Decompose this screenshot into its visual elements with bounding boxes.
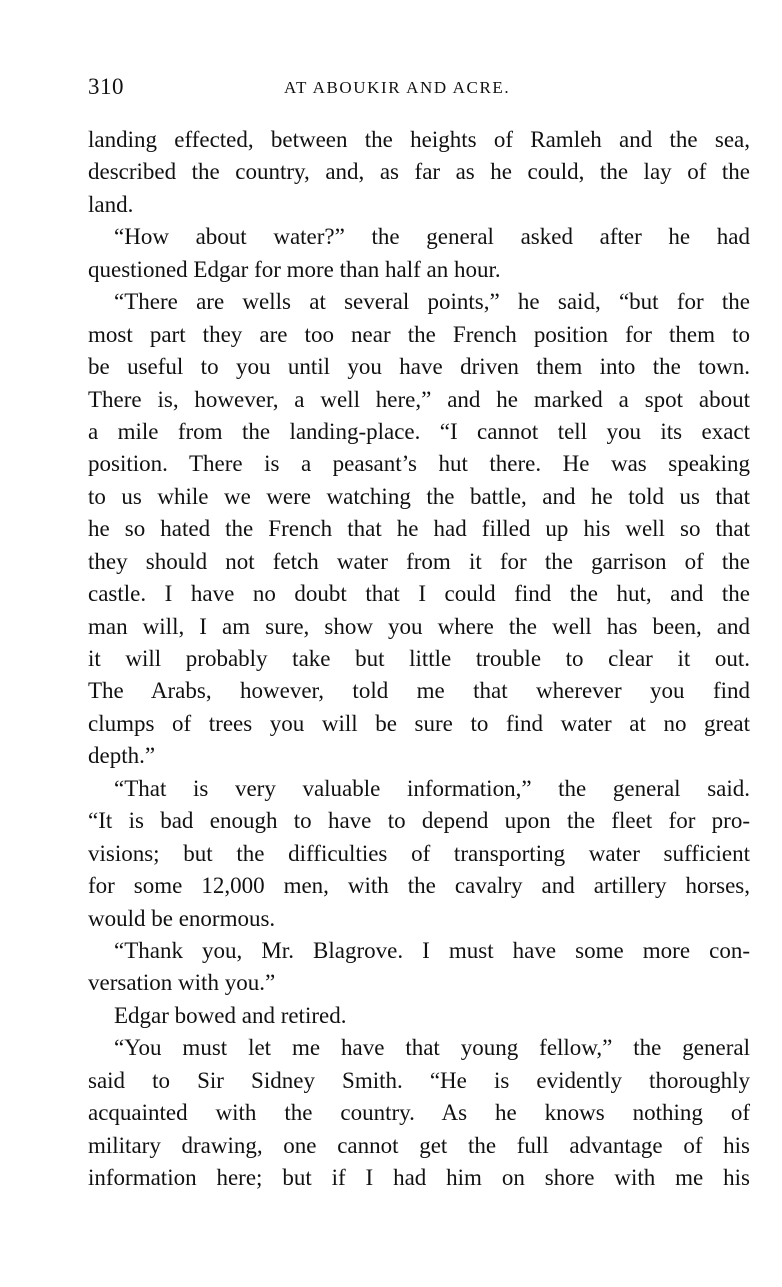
text-line: versation with you.”: [88, 970, 276, 996]
page-number: 310: [88, 74, 124, 99]
text-line: he so hated the French that he had filled up his well so that: [88, 516, 750, 542]
text-line: they should not fetch water from it for the garrison of the: [88, 548, 750, 574]
text-line: a mile from the landing-place. “I cannot tell you its exact: [88, 418, 750, 444]
text-line: information here; but if I had him on shore with me his: [88, 1165, 750, 1190]
text-line: The Arabs, however, told me that wherever you find: [88, 678, 750, 704]
text-line: There is, however, a well here,” and he marked a spot about: [88, 386, 750, 412]
text-line: acquainted with the country. As he knows nothing of: [88, 1100, 750, 1126]
text-line: “You must let me have that young fellow,” the general: [114, 1035, 750, 1061]
text-line: landing effected, between the heights of Ramleh and the sea,: [88, 127, 750, 152]
text-line: “It is bad enough to have to depend upon the fleet for pro-: [88, 808, 750, 834]
text-line: “Thank you, Mr. Blagrove. I must have some more con-: [114, 937, 750, 963]
text-line: questioned Edgar for more than half an hour.: [88, 256, 501, 282]
text-line: it will probably take but little trouble to clear it out.: [88, 646, 750, 671]
text-line: land.: [88, 191, 134, 217]
text-line: said to Sir Sidney Smith. “He is evidently thoroughly: [88, 1067, 750, 1093]
text-line: be useful to you until you have driven them into the town.: [88, 354, 750, 380]
text-line: “There are wells at several points,” he said, “but for the: [114, 289, 750, 315]
body-text: [88, 124, 750, 1194]
text-line: “That is very valuable information,” the general said.: [114, 775, 750, 801]
text-line: most part they are too near the French position for them to: [88, 321, 750, 347]
text-line: would be enormous.: [88, 905, 276, 931]
text-line: castle. I have no doubt that I could find the hut, and the: [88, 581, 750, 607]
text-line: “How about water?” the general asked after he had: [114, 224, 750, 250]
page-header: [88, 74, 750, 106]
text-line: depth.”: [88, 743, 156, 769]
text-line: to us while we were watching the battle, and he told us that: [88, 483, 750, 509]
text-line: clumps of trees you will be sure to find water at no great: [88, 710, 750, 736]
running-head: AT ABOUKIR AND ACRE.: [284, 78, 511, 97]
text-line: visions; but the difficulties of transporting water sufficient: [88, 840, 750, 866]
text-line: described the country, and, as far as he could, the lay of the: [88, 159, 750, 185]
text-line: man will, I am sure, show you where the well has been, and: [88, 613, 750, 639]
text-line: Edgar bowed and retired.: [114, 1002, 347, 1028]
text-line: position. There is a peasant’s hut there. He was speaking: [88, 451, 750, 477]
text-line: military drawing, one cannot get the full advantage of his: [88, 1132, 750, 1158]
text-line: for some 12,000 men, with the cavalry and artillery horses,: [88, 873, 750, 899]
